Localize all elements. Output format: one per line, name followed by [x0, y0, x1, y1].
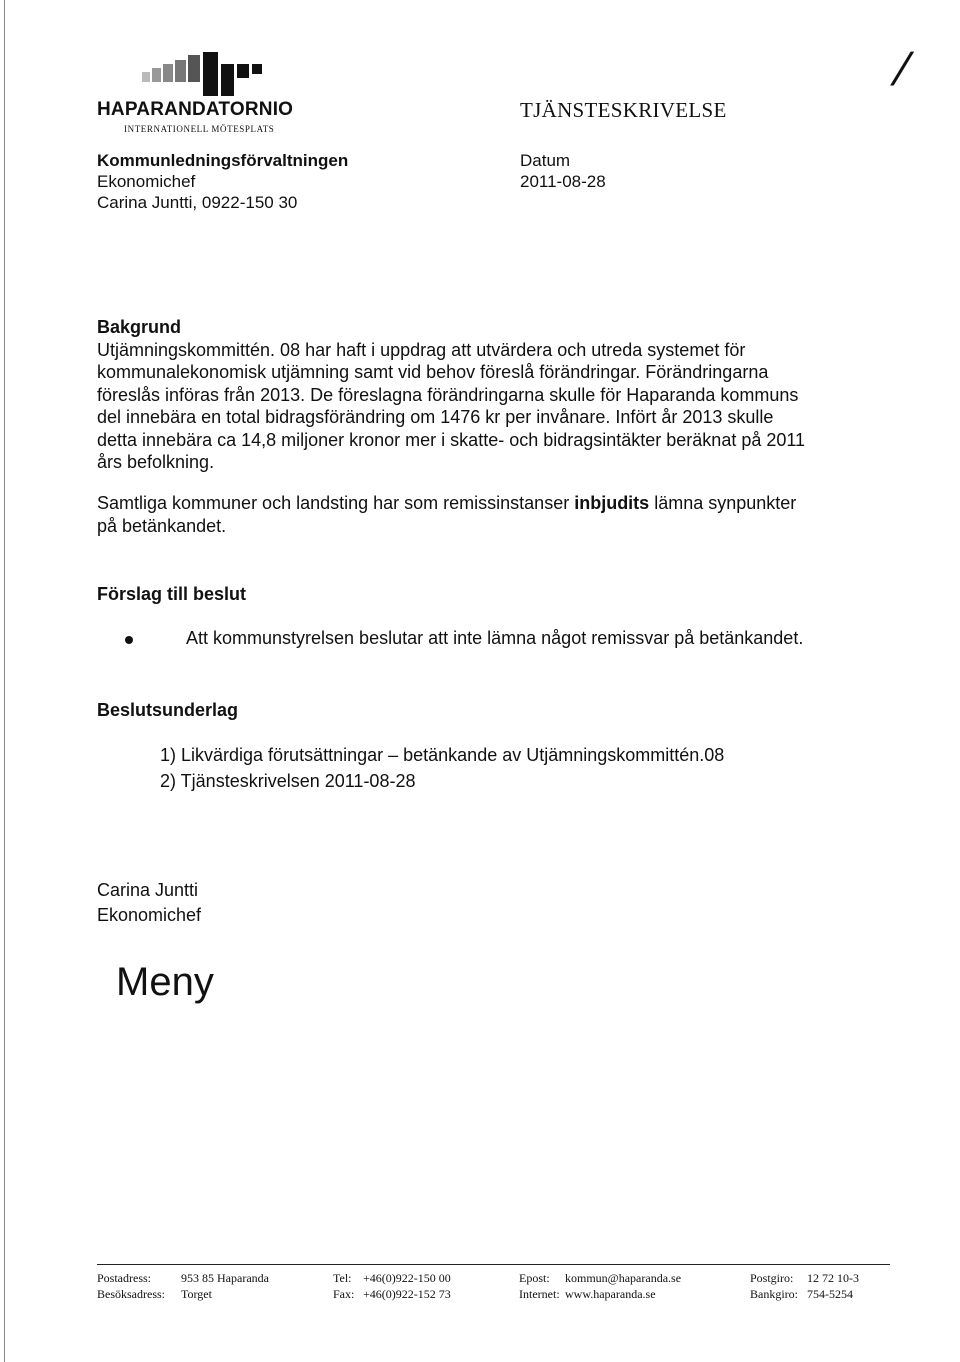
scan-edge-line	[4, 0, 5, 1362]
signature-block	[97, 878, 201, 928]
background-line: års befolkning.	[97, 452, 215, 472]
sender-block	[97, 150, 348, 213]
proposal-bullet-text: Att kommunstyrelsen beslutar att inte lämna något remissvar på betänkandet.	[186, 628, 804, 648]
signature-name: Carina Juntti	[97, 880, 199, 900]
date-label: Datum	[520, 151, 571, 170]
date-block	[520, 150, 606, 192]
basis-list-item: 2) Tjänsteskrivelsen 2011-08-28	[160, 771, 416, 791]
proposal-heading: Förslag till beslut	[97, 584, 247, 604]
footer-giro	[750, 1270, 859, 1302]
basis-list-item: 1) Likvärdiga förutsättningar – betänkande av Utjämningskommittén.08	[160, 745, 725, 765]
background-section	[97, 316, 887, 474]
document-type: TJÄNSTESKRIVELSE	[520, 98, 727, 122]
margin-mark: /	[891, 43, 912, 95]
footer-value: +46(0)922-152 73	[363, 1287, 451, 1301]
consultation-text-start: Samtliga kommuner och landsting har som remissinstanser	[97, 493, 575, 513]
background-line: del innebära en total bidragsförändring om 1476 kr per invånare. Infört år 2013 skulle	[97, 407, 774, 427]
footer-value: 754-5254	[807, 1287, 853, 1301]
footer-label: Besöksadress:	[97, 1287, 165, 1301]
consultation-paragraph	[97, 492, 887, 537]
footer-label: Internet:	[519, 1287, 560, 1301]
footer-value: 12 72 10-3	[807, 1271, 859, 1285]
signature-title: Ekonomichef	[97, 905, 202, 925]
sender-contact: Carina Juntti, 0922-150 30	[97, 193, 298, 212]
footer-label: Fax:	[333, 1287, 355, 1301]
footer-label: Postadress:	[97, 1271, 151, 1285]
menu-link[interactable]: Meny	[116, 960, 214, 1004]
footer-label: Tel:	[333, 1271, 352, 1285]
basis-list	[160, 742, 724, 794]
date-value: 2011-08-28	[520, 172, 606, 191]
consultation-text-end: lämna synpunkter	[649, 493, 797, 513]
footer-label: Bankgiro:	[750, 1287, 798, 1301]
background-line: kommunalekonomisk utjämning samt vid behov föreslå förändringar. Förändringarna	[97, 362, 769, 382]
background-heading: Bakgrund	[97, 317, 182, 337]
footer-value: 953 85 Haparanda	[181, 1271, 269, 1285]
footer-online	[519, 1270, 681, 1302]
sender-department: Kommunledningsförvaltningen	[97, 151, 349, 170]
logo-name: HAPARANDATORNIO	[97, 99, 294, 120]
footer-label: Postgiro:	[750, 1271, 794, 1285]
basis-heading: Beslutsunderlag	[97, 700, 239, 720]
logo-tagline: INTERNATIONELL MÖTESPLATS	[124, 124, 275, 134]
background-line: detta innebära ca 14,8 miljoner kronor mer i skatte- och bidragsintäkter beräknat på 2011	[97, 429, 806, 450]
footer-phone	[333, 1270, 451, 1302]
footer-website[interactable]: www.haparanda.se	[565, 1287, 656, 1301]
background-line: föreslås införas från 2013. De föreslagna förändringarna skulle för Haparanda kommuns	[97, 384, 799, 405]
consultation-bold-word: inbjudits	[574, 493, 650, 513]
sender-title: Ekonomichef	[97, 172, 196, 191]
footer-email[interactable]: kommun@haparanda.se	[565, 1271, 682, 1285]
footer-divider	[97, 1264, 890, 1265]
footer-value: Torget	[181, 1287, 212, 1301]
background-line: Utjämningskommittén. 08 har haft i uppdrag att utvärdera och utreda systemet för	[97, 339, 746, 360]
footer-value: +46(0)922-150 00	[363, 1271, 451, 1285]
bullet-icon	[125, 636, 133, 644]
haparanda-logo-icon	[142, 50, 277, 96]
footer-postal	[97, 1270, 269, 1302]
footer-label: Epost:	[519, 1271, 550, 1285]
consultation-text-line2: på betänkandet.	[97, 515, 227, 536]
